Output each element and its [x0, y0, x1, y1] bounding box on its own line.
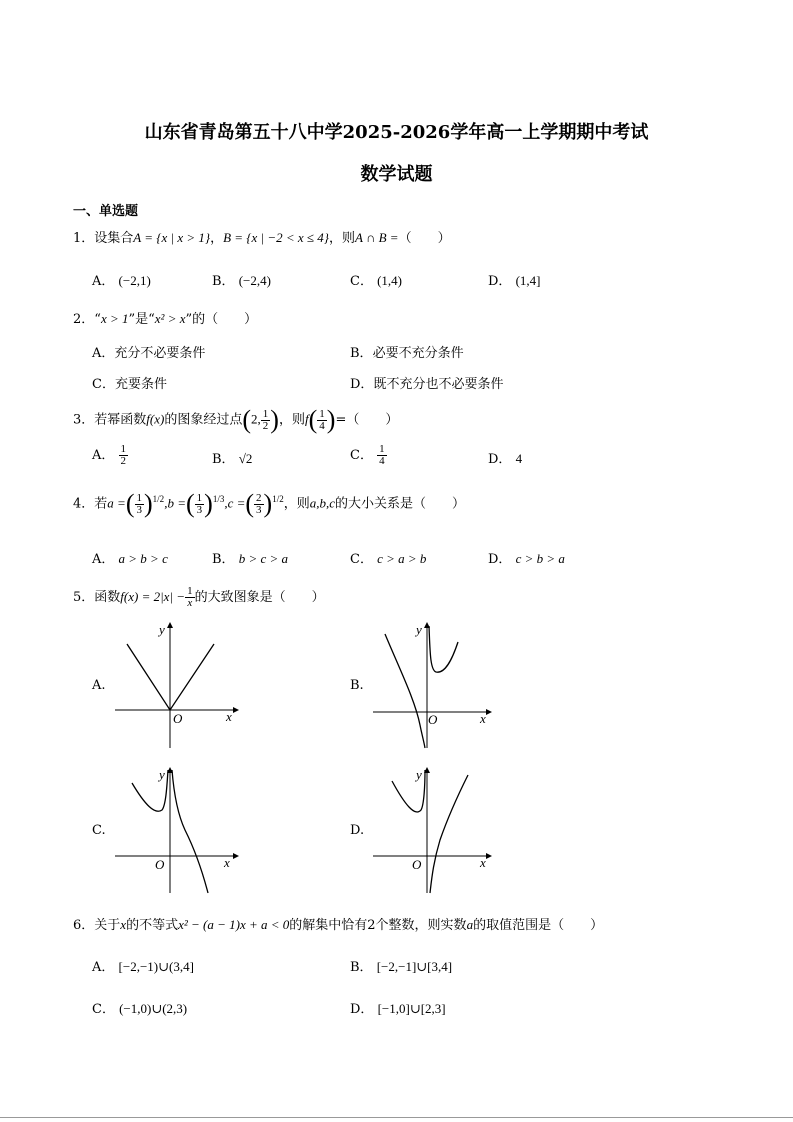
option-text: c > b > a [515, 551, 565, 566]
option-label: B． [212, 452, 235, 467]
denominator: 3 [196, 503, 203, 516]
q3-option-b [212, 448, 252, 467]
q4-option-d [488, 548, 565, 567]
option-label: A． [92, 346, 115, 361]
option-label: C． [350, 448, 373, 463]
set-a: A = {x | x > 1} [133, 230, 211, 245]
q2-option-b [350, 342, 464, 361]
question-number: 5． [73, 590, 95, 605]
y-label: y [416, 767, 422, 782]
y-label: y [159, 622, 165, 637]
option-text: 充分不必要条件 [114, 346, 206, 361]
question-3 [73, 405, 398, 435]
question-text: ，则 [283, 496, 310, 512]
var-c: ,c = [224, 495, 246, 511]
question-number: 4． [73, 496, 95, 512]
curve-left [385, 634, 425, 748]
c-exponent: 1/2 [272, 494, 284, 505]
q4-option-b [212, 548, 288, 567]
q2-option-d [350, 373, 503, 392]
question-number: 1． [73, 231, 95, 246]
denominator: 3 [136, 503, 142, 516]
numerator: 1 [136, 491, 142, 504]
option-text: [−1,0]∪[2,3] [377, 1001, 446, 1016]
question-number: 6． [73, 918, 95, 933]
graph-label-b: B. [350, 678, 364, 693]
option-label: B． [350, 960, 373, 975]
q3-option-d [488, 448, 522, 467]
question-text: 的取值范围是（ ） [473, 918, 604, 933]
graph-b [370, 620, 495, 750]
question-text: 设集合 [94, 231, 134, 246]
q1-option-c [350, 270, 402, 289]
exam-subtitle: 数学试题 [360, 164, 433, 185]
paren-close: ) [263, 489, 273, 518]
graph-d [370, 765, 495, 895]
point-y-fraction [261, 409, 271, 432]
question-text: 若幂函数 [94, 412, 147, 428]
b-fraction [195, 493, 205, 516]
variable-x: x [120, 917, 127, 932]
question-number: 2． [73, 312, 95, 327]
numerator: 1 [120, 443, 127, 455]
numerator: 1 [319, 407, 325, 420]
q1-option-d [488, 270, 541, 289]
paren-open: ( [308, 405, 318, 434]
function-expression: f(x) = 2|x| − [120, 589, 186, 604]
option-label: D． [488, 552, 512, 567]
x-axis-arrow [233, 707, 239, 713]
y-label: y [416, 622, 422, 637]
paren-open: ( [242, 405, 252, 434]
function-fraction [185, 586, 195, 609]
q6-option-d [350, 998, 446, 1017]
option-label: D． [350, 377, 374, 392]
question-number: 3． [73, 412, 95, 428]
paren-close: ) [326, 405, 336, 434]
curve-right [172, 770, 208, 893]
q2-option-c [92, 373, 167, 392]
option-text: 必要不充分条件 [372, 346, 464, 361]
q2-option-a [92, 342, 205, 361]
q1-option-a [92, 270, 151, 289]
var-b: ,b = [164, 495, 186, 511]
x-axis-arrow [486, 709, 492, 715]
inequality: x² − (a − 1)x + a < 0 [178, 917, 290, 932]
question-text: 关于 [94, 918, 121, 933]
option-label: C． [92, 377, 115, 392]
q6-option-a [92, 956, 194, 975]
paren-close: ) [270, 405, 279, 434]
condition-2: x² > x [154, 311, 186, 326]
option-text: 既不充分也不必要条件 [373, 377, 504, 392]
denominator: 4 [379, 455, 385, 467]
a-exponent: 1/2 [152, 494, 165, 505]
option-text: [−2,−1)∪(3,4] [118, 959, 194, 974]
option-text: (−1,0)∪(2,3) [119, 1001, 188, 1016]
question-1 [73, 227, 451, 246]
x-label: x [226, 709, 232, 724]
option-text: (1,4) [377, 273, 403, 288]
q6-option-c [92, 998, 187, 1017]
option-text: b > c > a [238, 551, 289, 566]
option-label: B． [212, 274, 235, 289]
exam-title: 山东省青岛第五十八中学2025-2026学年高一上学期期中考试 [144, 122, 649, 143]
option-label: B． [350, 346, 373, 361]
q4-option-c [350, 548, 426, 567]
question-text: 的大致图象是（ ） [194, 590, 325, 605]
separator: ， [210, 231, 224, 246]
option-text: 充要条件 [114, 377, 167, 392]
option-fraction [119, 444, 129, 467]
option-text: a > b > c [118, 551, 168, 566]
option-label: C． [350, 552, 373, 567]
condition-1: x > 1 [100, 311, 129, 326]
option-text: 4 [515, 451, 523, 466]
question-6 [73, 914, 603, 933]
paren-open: ( [245, 489, 255, 518]
numerator: 1 [196, 491, 203, 504]
option-text: √2 [238, 451, 253, 466]
curve-right [430, 775, 468, 893]
paren-close: ) [144, 489, 153, 518]
paren-open: ( [125, 489, 135, 518]
numerator: 2 [256, 491, 262, 504]
option-label: D． [488, 452, 512, 467]
x-axis-arrow [233, 853, 239, 859]
graph-label-a: A. [92, 678, 106, 693]
y-axis-arrow [167, 622, 173, 628]
question-5 [73, 586, 325, 609]
option-label: B． [212, 552, 235, 567]
variable-a: a [466, 917, 474, 932]
q4-option-a [92, 548, 168, 567]
denominator: 3 [256, 503, 262, 516]
question-text: 若 [94, 496, 108, 512]
curve-right [429, 626, 458, 672]
variables: a,b,c [309, 495, 336, 511]
graph-a [110, 620, 240, 752]
question-text: ”的（ ） [185, 312, 258, 327]
question-text: 的不等式 [126, 918, 179, 933]
option-fraction [377, 444, 387, 467]
function-name: f [304, 411, 309, 427]
option-text: (1,4] [515, 273, 541, 288]
option-label: C． [350, 274, 373, 289]
question-text: 函数 [94, 590, 121, 605]
option-label: A． [92, 960, 115, 975]
question-text: 的图象经过点 [164, 412, 243, 428]
option-text: c > a > b [377, 551, 427, 566]
section-heading: 一、单选题 [73, 204, 139, 219]
origin-label: O [173, 711, 183, 726]
q1-option-b [212, 270, 271, 289]
origin-label: O [155, 857, 165, 872]
point-x: 2, [251, 411, 261, 427]
q3-option-a [92, 444, 128, 467]
argument-fraction [317, 409, 327, 432]
set-b: B = {x | −2 < x ≤ 4} [223, 230, 329, 245]
expression: A ∩ B = [355, 230, 399, 245]
option-text: (−2,4) [238, 273, 271, 288]
a-fraction [135, 493, 145, 516]
answer-paren: （ ） [398, 231, 451, 246]
option-label: A． [92, 552, 115, 567]
var-a: a = [107, 495, 126, 511]
denominator: 2 [262, 419, 269, 432]
numerator: 1 [379, 443, 385, 455]
page-bottom-rule [0, 1117, 793, 1118]
x-label: x [480, 711, 486, 726]
question-text: ，则 [278, 412, 305, 428]
x-label: x [224, 855, 230, 870]
option-text: (−2,1) [118, 273, 151, 288]
q3-option-c [350, 444, 387, 467]
question-4 [73, 489, 465, 519]
option-label: C． [92, 1002, 115, 1017]
option-label: A． [92, 274, 115, 289]
x-label: x [480, 855, 486, 870]
origin-label: O [428, 712, 438, 727]
question-text: ”是“ [128, 312, 155, 327]
question-text: 的大小关系是（ ） [335, 496, 466, 512]
option-label: D． [488, 274, 512, 289]
option-label: D． [350, 1002, 374, 1017]
denominator: 4 [319, 419, 325, 432]
paren-close: ) [204, 489, 213, 518]
answer-paren: =（ ） [335, 412, 399, 428]
b-exponent: 1/3 [212, 494, 225, 505]
c-fraction [254, 493, 264, 516]
graph-label-d: D. [350, 823, 365, 838]
y-label: y [159, 767, 165, 782]
option-text: [−2,−1]∪[3,4] [376, 959, 453, 974]
paren-open: ( [185, 489, 195, 518]
question-text: “ [94, 312, 101, 327]
numerator: 1 [262, 407, 269, 420]
denominator: x [187, 597, 193, 609]
numerator: 1 [187, 585, 193, 597]
question-2 [73, 308, 257, 327]
graph-label-c: C. [92, 823, 106, 838]
graph-c [110, 765, 240, 895]
question-text: 的解集中恰有2个整数，则实数 [289, 918, 467, 933]
x-axis-arrow [486, 853, 492, 859]
option-label: A． [92, 448, 115, 463]
question-text: ，则 [328, 231, 355, 246]
function: f(x) [146, 411, 165, 427]
q6-option-b [350, 956, 452, 975]
origin-label: O [412, 857, 422, 872]
denominator: 2 [120, 455, 127, 467]
